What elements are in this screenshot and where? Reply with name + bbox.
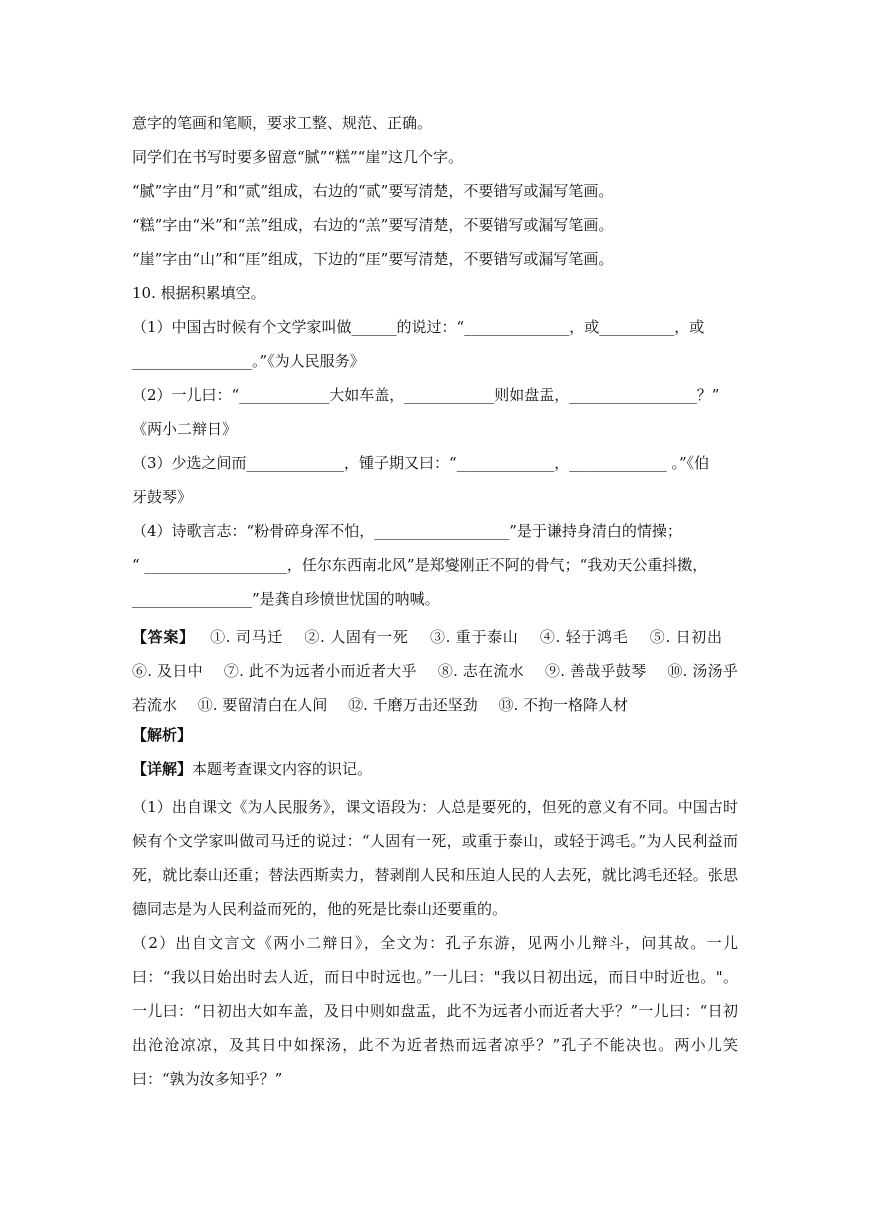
answer-block bbox=[132, 620, 738, 722]
answer-item: ②. 人固有一死 bbox=[304, 628, 409, 646]
intro-line: 同学们在书写时要多留意“腻”“糕”“崖”这几个字。 bbox=[132, 148, 464, 166]
explanation-paragraph: （1）出自课文《为人民服务》，课文语段为：人总是要死的，但死的意义有不同。中国古时候有个文学家叫做司马迁的说过：“人固有一死，或重于泰山，或轻于鸿毛。”为人民利益而死，就比泰山还重；替法西斯卖力，替剥削人民和压迫人民的人去死，就比鸿毛还轻。张思德同志是为人民利益而死的，他的死是比泰山还要重的。 bbox=[132, 798, 738, 918]
question-line: ________________。”《为人民服务》 bbox=[132, 352, 365, 370]
answer-item: ⑤. 日初出 bbox=[649, 628, 722, 646]
answer-label: 【答案】 bbox=[132, 628, 195, 646]
question-line: “ ___________________，任尔东西南北风”是郑燮刚正不阿的骨气；“我劝天公重抖擞， bbox=[132, 556, 708, 574]
intro-line: “腻”字由“月”和“贰”组成，右边的“贰”要写清楚，不要错写或漏写笔画。 bbox=[132, 182, 614, 200]
answer-item: ⑪. 要留清白在人间 bbox=[197, 696, 328, 714]
answer-item: ⑧. 志在流水 bbox=[437, 662, 524, 680]
answer-item: ⑩. 汤汤乎若流水 bbox=[132, 662, 738, 714]
answer-item: ③. 重于泰山 bbox=[429, 628, 519, 646]
answer-item: ①. 司马迁 bbox=[210, 628, 283, 646]
intro-line: 意字的笔画和笔顺，要求工整、规范、正确。 bbox=[132, 114, 433, 132]
question-line: （1）中国古时候有个文学家叫做______的说过：“______________，或__________，或 bbox=[132, 318, 705, 336]
question-title: 10. 根据积累填空。 bbox=[132, 284, 266, 302]
question-line: ________________”是龚自珍愤世忧国的呐喊。 bbox=[132, 590, 440, 608]
answer-item: ⑫. 千磨万击还坚劲 bbox=[348, 696, 478, 714]
detail-text: 本题考查课文内容的识记。 bbox=[192, 760, 373, 778]
explanation-paragraph: （2）出自文言文《两小二辩日》，全文为：孔子东游，见两小儿辩斗，问其故。一儿曰：“我以日始出时去人近，而日中时远也。”一儿曰："我以日初出远，而日中时近也。"。一儿曰：“日初出大如车盖，及日中则如盘盂，此不为远者小而近者大乎？”一儿曰：“日初出沧沧凉凉，及其日中如探汤，此不为近者热而远者凉乎？”孔子不能决也。两小儿笑曰：“孰为汝多知乎？” bbox=[132, 934, 738, 1088]
question-line: （4）诗歌言志：“粉骨碎身浑不怕，__________________”是于谦持身清白的情操； bbox=[132, 522, 682, 540]
page-content bbox=[132, 110, 738, 1096]
intro-line: “糕”字由“米”和“羔”组成，右边的“羔”要写清楚，不要错写或漏写笔画。 bbox=[132, 216, 614, 234]
question-line: （3）少选之间而_____________，锺子期又曰：“_____________，_____________ 。”《伯 bbox=[132, 454, 710, 472]
answer-item: ⑬. 不拘一格降人材 bbox=[498, 696, 628, 714]
question-line: 牙鼓琴》 bbox=[132, 488, 193, 506]
question-line: （2）一儿曰：“____________大如车盖，____________则如盘盂，_________________？” bbox=[132, 386, 720, 404]
detail-line bbox=[132, 756, 738, 790]
answer-item: ④. 轻于鸿毛 bbox=[539, 628, 629, 646]
question-line: 《两小二辩日》 bbox=[132, 420, 238, 438]
intro-line: “崖”字由“山”和“厓”组成，下边的“厓”要写清楚，不要错写或漏写笔画。 bbox=[132, 250, 614, 268]
answer-item: ⑦. 此不为远者小而近者大乎 bbox=[223, 662, 417, 680]
analysis-label: 【解析】 bbox=[132, 726, 193, 744]
answer-item: ⑥. 及日中 bbox=[132, 662, 203, 680]
detail-label: 【详解】 bbox=[132, 760, 193, 778]
answer-item: ⑨. 善哉乎鼓琴 bbox=[544, 662, 647, 680]
